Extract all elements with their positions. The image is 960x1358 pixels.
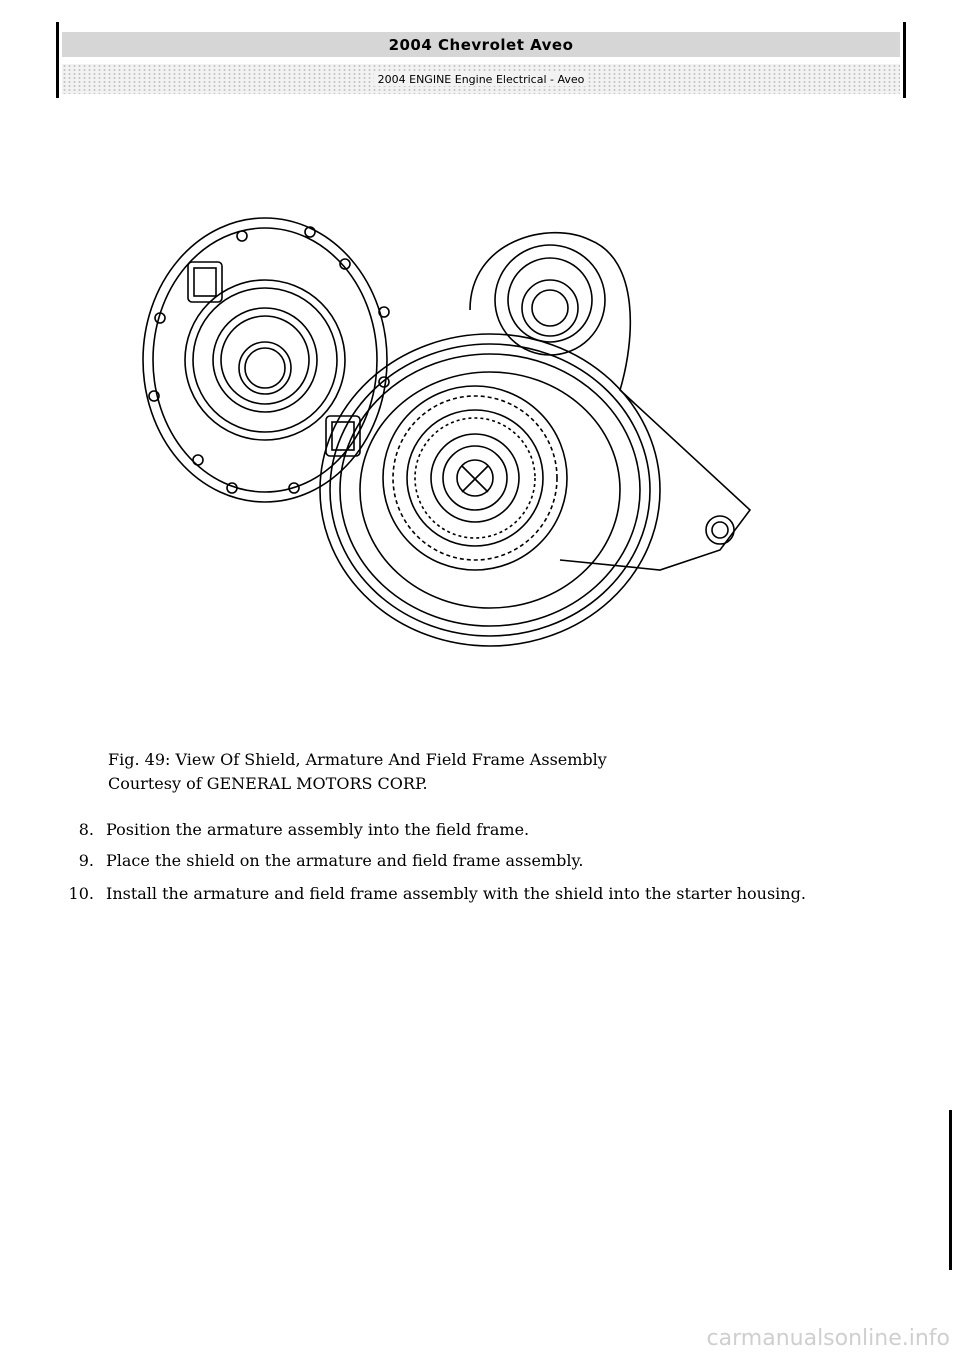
figure-caption [108,748,607,796]
page-border-left [56,22,59,98]
document-title: 2004 Chevrolet Aveo [388,35,574,54]
document-subtitle-bar [62,64,900,94]
page-border-right [903,22,906,98]
starter-housing [470,233,750,570]
procedure-step [0,851,960,875]
armature [383,386,567,570]
step-text: Position the armature assembly into the field frame. [106,820,530,839]
field-frame [320,334,660,646]
document-subtitle: 2004 ENGINE Engine Electrical - Aveo [374,73,589,86]
shield-plate [143,218,389,502]
figure-caption-title: Fig. 49: View Of Shield, Armature And Field Frame Assembly [108,750,607,769]
step-text: Install the armature and field frame assembly with the shield into the starter housing. [106,884,806,903]
procedure-step [0,884,960,908]
page-border-right-lower [949,1110,952,1270]
figure-caption-credit: Courtesy of GENERAL MOTORS CORP. [108,774,428,793]
step-number: 10. [68,884,94,903]
armature-assembly-illustration [140,200,780,680]
step-number: 8. [78,820,94,839]
step-number: 9. [78,851,94,870]
watermark: carmanualsonline.info [706,1326,950,1351]
step-text: Place the shield on the armature and field frame assembly. [106,851,584,870]
document-title-bar [62,32,900,57]
procedure-step [0,820,960,844]
